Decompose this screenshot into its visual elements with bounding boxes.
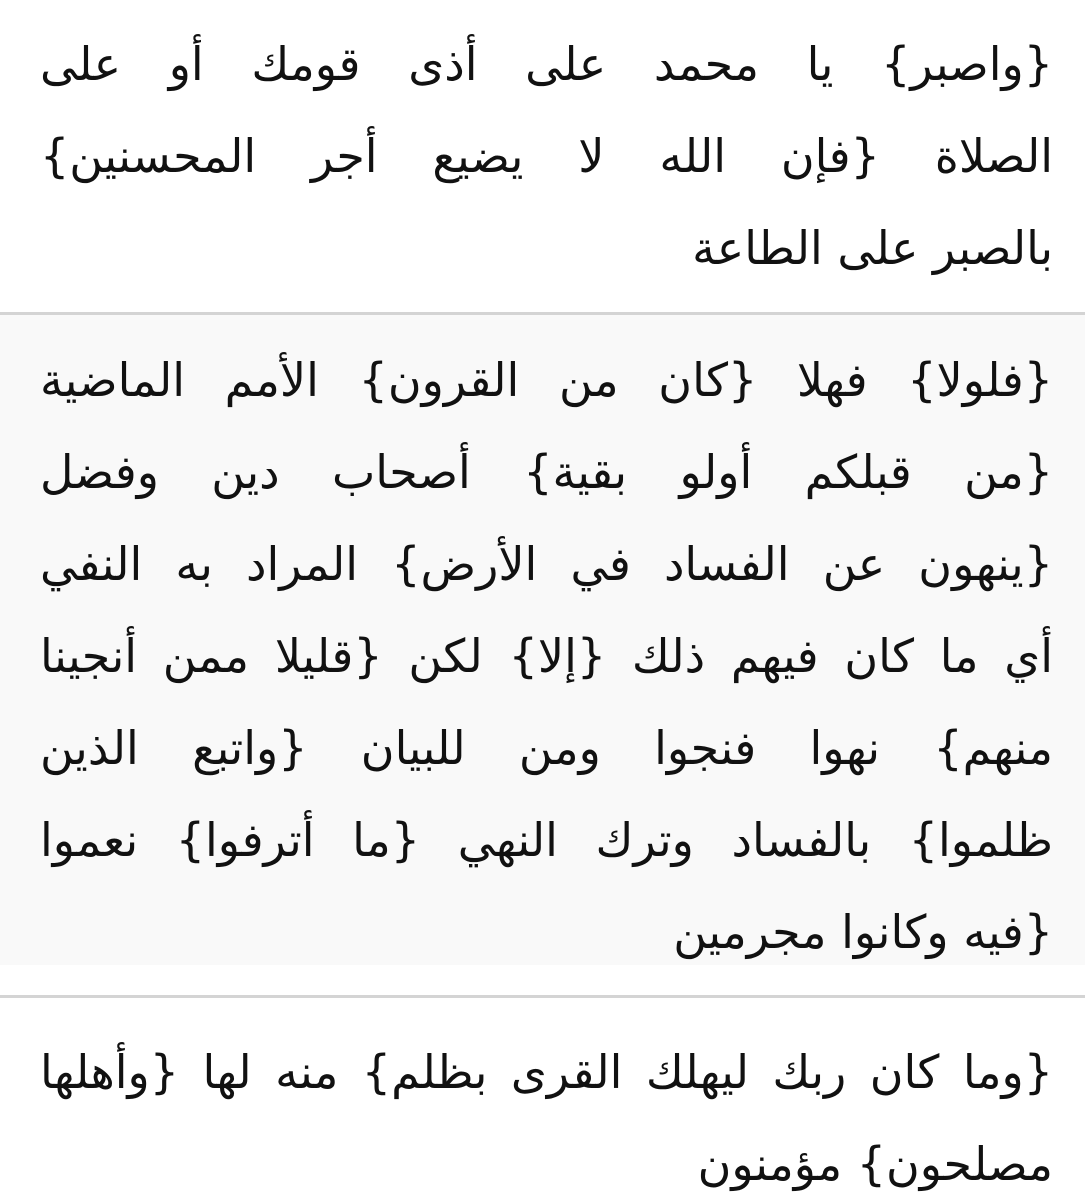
text-line: {ينهون عن الفساد في الأرض} المراد به النفي xyxy=(40,537,1053,591)
tafsir-section-3 xyxy=(0,1026,1085,1200)
text-line: مصلحون} مؤمنون xyxy=(697,1137,1053,1191)
text-line: {واصبر} يا محمد على أذى قومك أو على xyxy=(40,37,1053,91)
text-line: الصلاة {فإن الله لا يضيع أجر المحسنين} xyxy=(40,129,1053,183)
text-line: {فيه وكانوا مجرمين xyxy=(673,905,1053,959)
section-divider xyxy=(0,995,1085,998)
text-line: أي ما كان فيهم ذلك {إلا} لكن {قليلا ممن أنجينا xyxy=(40,629,1053,683)
text-line: {من قبلكم أولو بقية} أصحاب دين وفضل xyxy=(40,445,1053,499)
tafsir-section-2 xyxy=(0,315,1085,965)
text-line: منهم} نهوا فنجوا ومن للبيان {واتبع الذين xyxy=(40,721,1053,775)
text-line: {وما كان ربك ليهلك القرى بظلم} منه لها {وأهلها xyxy=(40,1045,1053,1099)
text-line: ظلموا} بالفساد وترك النهي {ما أترفوا} نعموا xyxy=(40,813,1053,867)
tafsir-section-1 xyxy=(0,18,1085,294)
text-line: {فلولا} فهلا {كان من القرون} الأمم الماضية xyxy=(40,353,1053,407)
text-line: بالصبر على الطاعة xyxy=(692,221,1053,275)
